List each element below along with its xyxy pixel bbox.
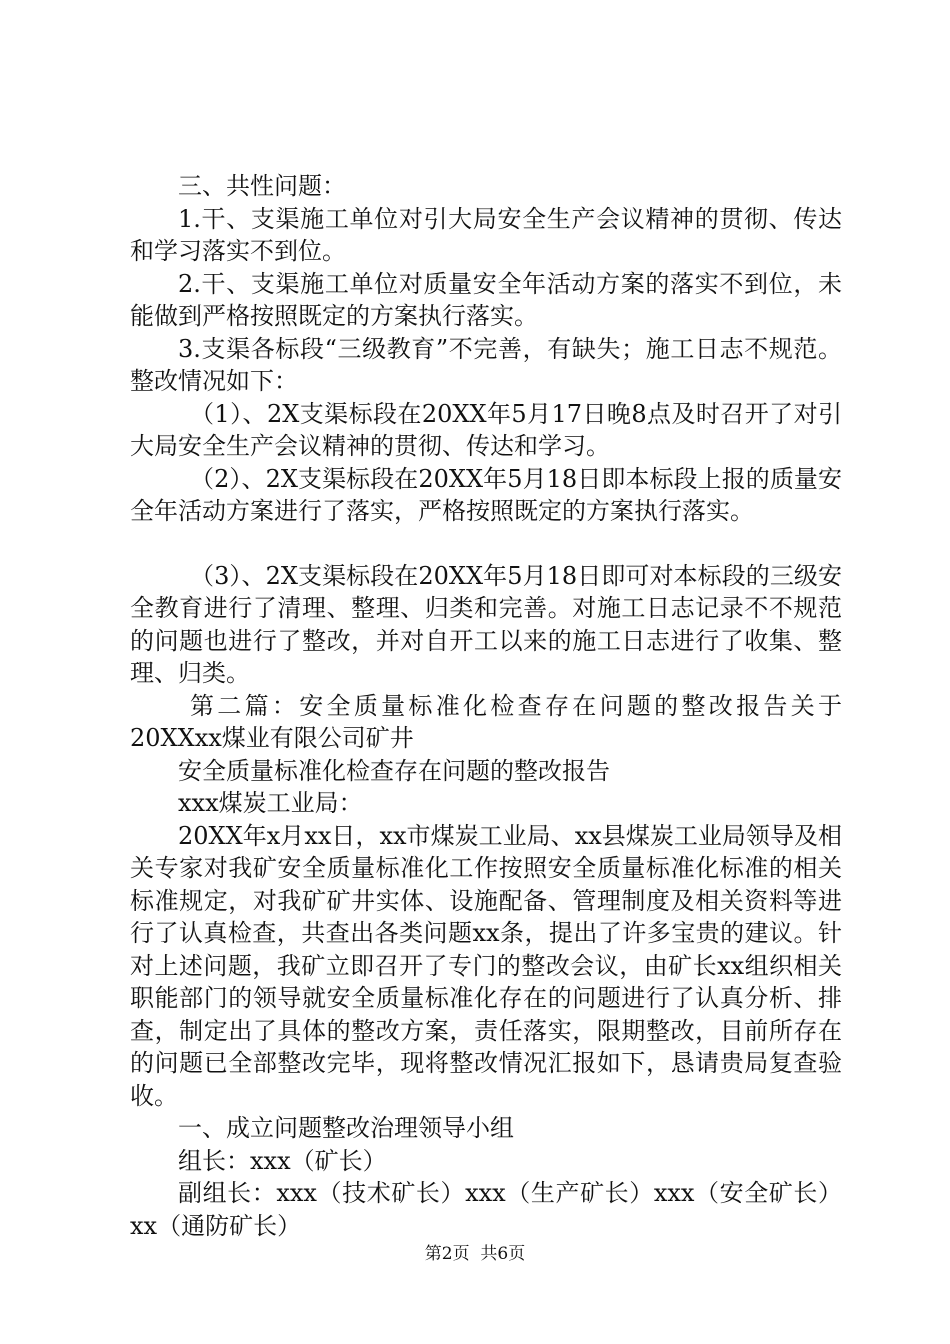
paragraph-rectification-3: （3）、2X支渠标段在20XX年5月18日即可对本标段的三级安全教育进行了清理、整理、归类和完善。对施工日志记录不不规范的问题也进行了整改，并对自开工以来的施工日志进行了收集、整理、归类。 — [130, 561, 842, 687]
paragraph-report-body: 20XX年x月xx日，xx市煤炭工业局、xx县煤炭工业局领导及相关专家对我矿安全质量标准化工作按照安全质量标准化标准的相关标准规定，对我矿矿井实体、设施配备、管理制度及相关资料等进行了认真检查，共查出各类问题xx条，提出了许多宝贵的建议。针对上述问题，我矿立即召开了专门的整改会议，由矿长xx组织相关职能部门的领导就安全质量标准化存在的问题进行了认真分析、排查，制定出了具体的整改方案，责任落实，限期整改，目前所存在的问题已全部整改完毕，现将整改情况汇报如下，恳请贵局复查验收。 — [130, 821, 842, 1110]
document-body — [130, 170, 842, 1242]
paragraph-rectification-2: （2）、2X支渠标段在20XX年5月18日即本标段上报的质量安全年活动方案进行了落实，严格按照既定的方案执行落实。 — [130, 464, 842, 525]
page-footer — [0, 1243, 950, 1265]
chapter-two-heading: 第二篇：安全质量标准化检查存在问题的整改报告关于20XXxx煤业有限公司矿井 — [130, 691, 842, 752]
section-heading-common-issues: 三、共性问题： — [178, 172, 346, 200]
paragraph-spacer — [130, 528, 842, 560]
paragraph-deputy-leaders: 副组长：xxx（技术矿长）xxx（生产矿长）xxx（安全矿长）xx（通防矿长） — [130, 1179, 842, 1240]
paragraph-issue-3: 3.支渠各标段“三级教育”不完善，有缺失；施工日志不规范。整改情况如下： — [130, 334, 842, 395]
paragraph-issue-2: 2.干、支渠施工单位对质量安全年活动方案的落实不到位，未能做到严格按照既定的方案执行落实。 — [130, 269, 842, 330]
report-title: 安全质量标准化检查存在问题的整改报告 — [178, 756, 610, 785]
paragraph-rectification-1: （1）、2X支渠标段在20XX年5月17日晚8点及时召开了对引大局安全生产会议精神的贯彻、传达和学习。 — [130, 399, 842, 460]
paragraph-group-leader: 组长：xxx（矿长） — [178, 1146, 387, 1175]
page-number-label: 第2页 共6页 — [424, 1244, 526, 1264]
paragraph-issue-1: 1.干、支渠施工单位对引大局安全生产会议精神的贯彻、传达和学习落实不到位。 — [130, 204, 842, 265]
report-addressee: xxx煤炭工业局： — [178, 789, 363, 817]
section-heading-leadership-group: 一、成立问题整改治理领导小组 — [178, 1114, 514, 1142]
